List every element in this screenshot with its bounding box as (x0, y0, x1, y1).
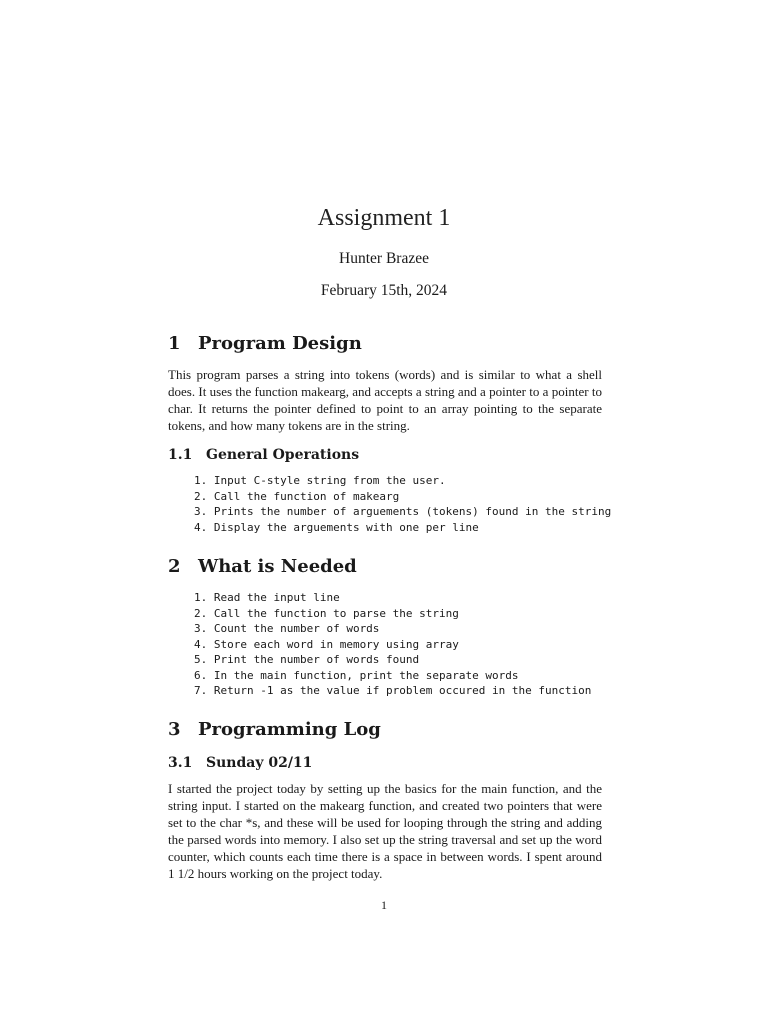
list-item: 1. Read the input line (194, 591, 340, 604)
section-heading-program-design (168, 333, 362, 354)
list-item: 3. Count the number of words (194, 622, 380, 635)
section-title: What is Needed (198, 556, 357, 577)
list-item: 5. Print the number of words found (194, 653, 420, 666)
subsection-number: 1.1 (168, 447, 193, 463)
list-item: 7. Return -1 as the value if problem occured in the function (194, 684, 592, 697)
document-date: February 15th, 2024 (320, 282, 448, 299)
section-heading-what-is-needed (168, 556, 357, 577)
subsection-number: 3.1 (168, 755, 193, 771)
section-number: 2 (168, 556, 181, 577)
list-item: 4. Store each word in memory using array (194, 637, 459, 651)
list-item: 4. Display the arguements with one per line (194, 520, 479, 534)
subsection-title: Sunday 02/11 (206, 755, 313, 771)
section-title: Program Design (198, 333, 362, 354)
list-item: 2. Call the function of makearg (194, 489, 400, 503)
section-heading-programming-log (168, 719, 381, 740)
general-operations-list (194, 473, 611, 535)
list-item: 6. In the main function, print the separate words (194, 668, 519, 682)
section-number: 1 (168, 333, 181, 354)
section-paragraph-program-design: This program parses a string into tokens (words) and is similar to what a shell does. It uses the function makearg, and accepts a string and a pointer to a pointer to char. It returns the pointer defined to point to an array pointing to the separate tokens, and how many tokens are in the string. (168, 367, 602, 433)
document-title: Assignment 1 (317, 205, 451, 231)
section-title: Programming Log (198, 719, 381, 740)
subsection-heading-sunday (168, 755, 312, 771)
document-author: Hunter Brazee (339, 250, 429, 267)
list-item: 1. Input C-style string from the user. (194, 474, 446, 487)
list-item: 2. Call the function to parse the string (194, 606, 459, 620)
what-is-needed-list (194, 590, 591, 699)
subsection-heading-general-operations (168, 447, 359, 463)
page-number: 1 (381, 898, 387, 912)
section-number: 3 (168, 719, 181, 740)
list-item: 3. Prints the number of arguements (tokens) found in the string (194, 505, 612, 518)
subsection-title: General Operations (206, 447, 360, 463)
log-paragraph-sunday: I started the project today by setting up the basics for the main function, and the string input. I started on the makearg function, and created two pointers that were set to the char *s, and these will be used for looping through the string and adding the parsed words into memory. I also set up the string traversal and set up the word counter, which counts each time there is a space in between words. I spent around 1 1/2 hours working on the project today. (168, 781, 602, 881)
